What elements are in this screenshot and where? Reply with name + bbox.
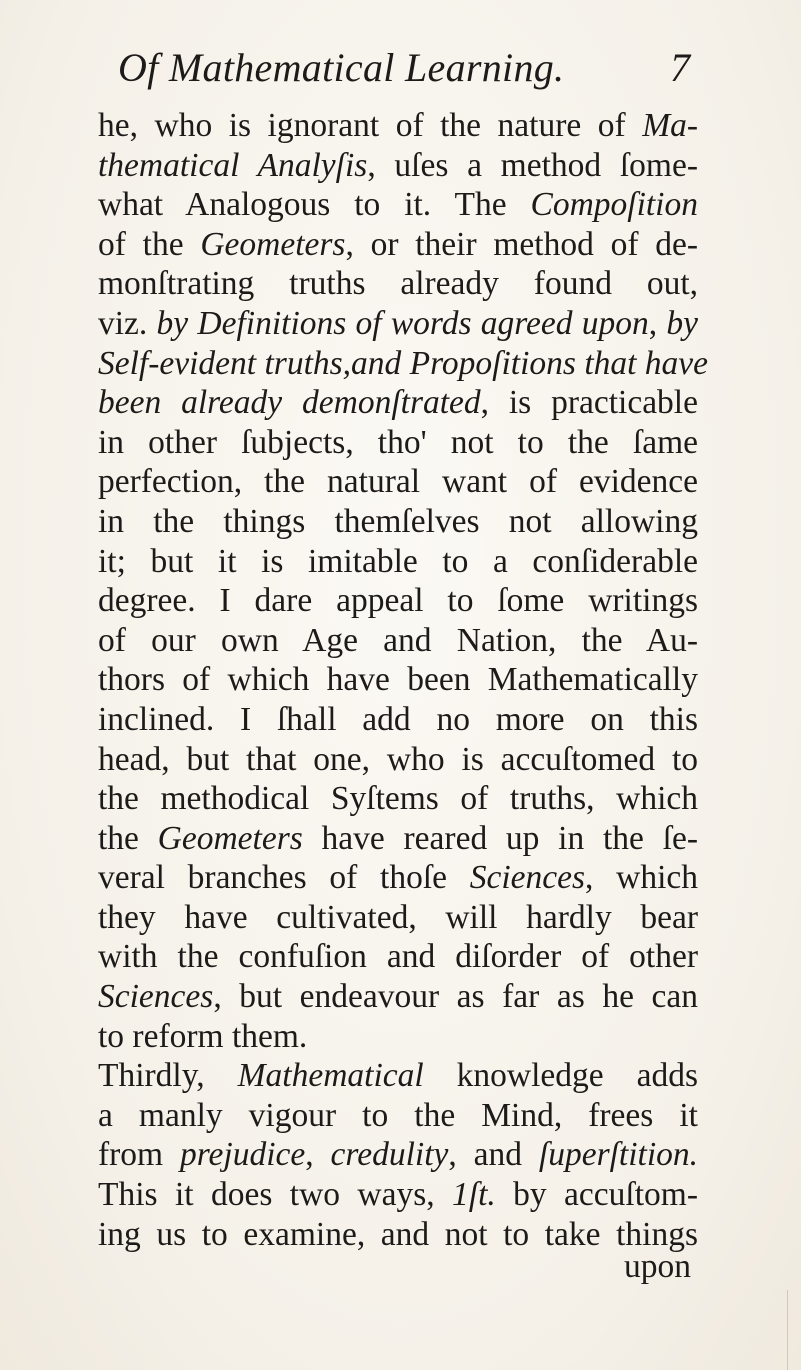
- text-run: , and: [448, 1136, 539, 1174]
- italic-text: by Definitions of words agreed upon: [156, 304, 649, 342]
- text-line: [98, 1175, 698, 1215]
- text-line: [98, 740, 698, 780]
- text-run: they have cultivated, will hardly bear: [98, 898, 698, 936]
- italic-text: Geometers: [157, 819, 303, 857]
- italic-text: prejudice: [180, 1136, 306, 1174]
- text-run: , but endeavour as far as he can: [213, 978, 698, 1016]
- text-run: ,: [648, 304, 667, 342]
- text-run: of the: [98, 225, 201, 263]
- text-line: [98, 581, 698, 621]
- text-run: by accuſtom-: [495, 1176, 698, 1214]
- text-line: [98, 383, 698, 423]
- text-run: , is practicable: [480, 384, 698, 422]
- text-run: to reform them.: [98, 1017, 308, 1055]
- text-run: the methodical Syſtems of truths, which: [98, 780, 698, 818]
- text-run: from: [98, 1136, 181, 1174]
- text-line: [98, 462, 698, 502]
- italic-text: Ma-: [642, 107, 698, 144]
- catchword: upon: [624, 1248, 691, 1285]
- italic-text: by: [666, 304, 698, 342]
- text-run: ing us to examine, and not to take things: [98, 1215, 698, 1253]
- italic-text: 1ſt.: [452, 1176, 496, 1214]
- text-line: [98, 185, 698, 225]
- text-run: with the confuſion and diſorder of other: [98, 938, 698, 976]
- text-run: , uſes a method ſome-: [367, 146, 698, 184]
- text-line: [98, 937, 698, 977]
- text-run: thors of which have been Mathematically: [98, 661, 698, 699]
- text-line: [98, 700, 698, 740]
- text-run: Thirdly,: [98, 1057, 238, 1095]
- italic-text: Geometers: [200, 225, 346, 263]
- text-line: [98, 858, 698, 898]
- italic-text: Mathematical: [237, 1057, 424, 1095]
- text-run: he, who is ignorant of the nature of: [98, 107, 643, 144]
- text-line: [98, 423, 698, 463]
- text-line: [98, 344, 709, 384]
- text-run: a manly vigour to the Mind, frees it: [98, 1096, 698, 1134]
- body-text: [98, 106, 709, 1254]
- text-line: [98, 898, 698, 938]
- text-run: what Analogous to it. The: [98, 186, 531, 224]
- text-run: perfection, the natural want of evidence: [98, 463, 698, 501]
- italic-text: Sciences: [98, 978, 214, 1016]
- text-run: head, but that one, who is accuſtomed to: [98, 740, 698, 778]
- text-run: , or their method of de-: [345, 225, 698, 263]
- text-line: [98, 146, 698, 186]
- text-run: of our own Age and Nation, the Au-: [98, 621, 698, 659]
- italic-text: Sciences: [469, 859, 586, 897]
- text-line: [98, 542, 698, 582]
- italic-text: been already demonſtrated: [98, 384, 481, 422]
- italic-text: Compoſition: [530, 186, 698, 224]
- page-number: 7: [670, 45, 690, 90]
- text-line: [98, 304, 698, 344]
- italic-text: credulity: [330, 1136, 449, 1174]
- italic-text: ſuperſtition.: [538, 1136, 699, 1174]
- text-run: inclined. I ſhall add no more on this: [98, 700, 698, 738]
- text-line: [98, 660, 698, 700]
- italic-text: Self-evident truths,and Propoſitions that have: [98, 344, 709, 382]
- text-line: [98, 225, 698, 265]
- text-run: it; but it is imitable to a conſiderable: [98, 542, 698, 580]
- text-line: [98, 1017, 698, 1057]
- text-run: degree. I dare appeal to ſome writings: [98, 582, 698, 620]
- text-line: [98, 264, 698, 304]
- text-line: [98, 1096, 698, 1136]
- text-line: [98, 1135, 698, 1175]
- text-run: have reared up in the ſe-: [302, 819, 698, 857]
- italic-text: thematical Analyſis: [98, 146, 368, 184]
- text-line: [98, 502, 698, 542]
- text-run: in the things themſelves not allowing: [98, 502, 698, 540]
- text-run: ,: [305, 1136, 331, 1174]
- text-line: [98, 1215, 698, 1255]
- text-run: the: [98, 819, 158, 857]
- text-line: [98, 819, 698, 859]
- text-line: [98, 779, 698, 819]
- text-run: , which: [585, 859, 698, 897]
- text-run: This it does two ways,: [98, 1176, 453, 1214]
- page-header: [118, 44, 690, 94]
- text-line: [98, 1056, 698, 1096]
- text-run: knowledge adds: [423, 1057, 698, 1095]
- text-run: viz.: [98, 304, 157, 342]
- running-title: Of Mathematical Learning.: [118, 45, 565, 90]
- text-line: [98, 621, 698, 661]
- text-line: [98, 977, 698, 1017]
- text-line: [98, 106, 698, 146]
- text-run: monſtrating truths already found out,: [98, 265, 698, 303]
- page-edge-shadow: [787, 1290, 788, 1370]
- text-run: veral branches of thoſe: [98, 859, 470, 897]
- text-run: in other ſubjects, tho' not to the ſame: [98, 423, 698, 461]
